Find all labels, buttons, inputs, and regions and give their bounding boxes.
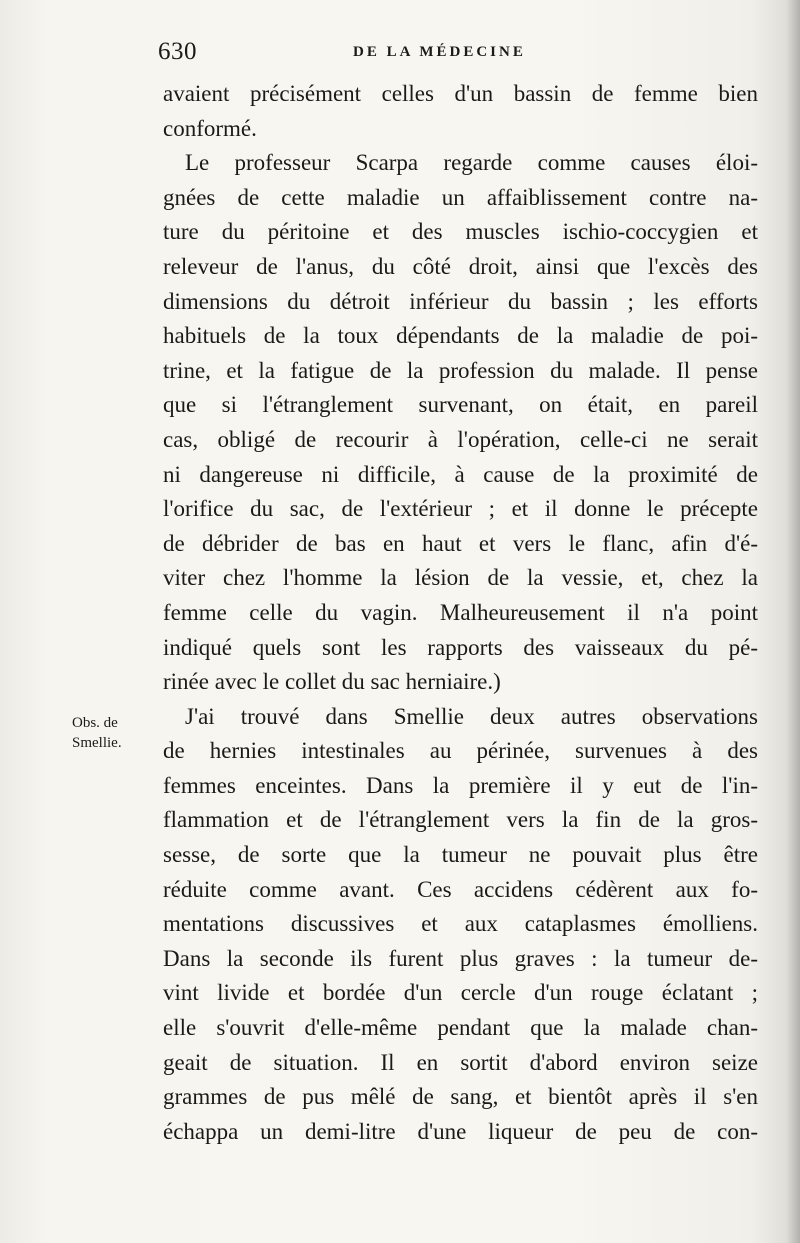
text-line: indiqué quels sont les rapports des vaisseaux du pé-	[163, 634, 758, 660]
page-header	[158, 38, 758, 68]
text-line: gnées de cette maladie un affaiblissement contre na-	[163, 184, 758, 210]
text-line: viter chez l'homme la lésion de la vessie, et, chez la	[163, 565, 758, 591]
margin-note-line-2: Smellie.	[72, 735, 122, 751]
text-line: grammes de pus mêlé de sang, et bientôt après il s'en	[163, 1084, 758, 1110]
text-line: ni dangereuse ni difficile, à cause de la proximité de	[163, 461, 758, 487]
text-line: ture du péritoine et des muscles ischio-coccygien et	[163, 219, 758, 245]
text-line: conformé.	[163, 115, 257, 141]
text-line: de débrider de bas en haut et vers le flanc, afin d'é-	[163, 530, 758, 556]
text-line: Le professeur Scarpa regarde comme causes éloi-	[185, 150, 758, 176]
running-head: DE LA MÉDECINE	[353, 44, 526, 60]
page-edge-shadow	[786, 0, 800, 1243]
text-line: trine, et la fatigue de la profession du malade. Il pense	[163, 357, 758, 383]
text-line: échappa un demi-litre d'une liqueur de peu de con-	[163, 1118, 758, 1144]
text-line: réduite comme avant. Ces accidens cédèrent aux fo-	[163, 876, 758, 902]
text-line: mentations discussives et aux cataplasmes émolliens.	[163, 911, 758, 937]
margin-note-line-1: Obs. de	[72, 715, 118, 731]
page-number: 630	[158, 38, 197, 65]
text-line: femmes enceintes. Dans la première il y eut de l'in-	[163, 772, 758, 798]
text-line: femme celle du vagin. Malheureusement il n'a point	[163, 599, 758, 625]
text-line: flammation et de l'étranglement vers la fin de la gros-	[163, 807, 758, 833]
text-line: habituels de la toux dépendants de la maladie de poi-	[163, 323, 758, 349]
margin-note	[72, 713, 152, 753]
body-text	[163, 77, 758, 1149]
text-line: que si l'étranglement survenant, on était, en pareil	[163, 392, 758, 418]
text-line: vint livide et bordée d'un cercle d'un rouge éclatant ;	[163, 980, 758, 1006]
text-line: avaient précisément celles d'un bassin de femme bien	[163, 81, 758, 106]
text-line: rinée avec le collet du sac herniaire.)	[163, 669, 501, 695]
text-line: dimensions du détroit inférieur du bassin ; les efforts	[163, 288, 758, 314]
text-line: Dans la seconde ils furent plus graves : la tumeur de-	[163, 945, 758, 971]
text-line: cas, obligé de recourir à l'opération, celle-ci ne serait	[163, 426, 758, 452]
text-line: J'ai trouvé dans Smellie deux autres observations	[185, 703, 758, 729]
text-line: sesse, de sorte que la tumeur ne pouvait plus être	[163, 842, 758, 868]
text-line: de hernies intestinales au périnée, survenues à des	[163, 738, 758, 764]
text-line: geait de situation. Il en sortit d'abord environ seize	[163, 1049, 758, 1075]
text-line: releveur de l'anus, du côté droit, ainsi que l'excès des	[163, 253, 758, 279]
text-line: l'orifice du sac, de l'extérieur ; et il donne le précepte	[163, 496, 758, 522]
text-line: elle s'ouvrit d'elle-même pendant que la malade chan-	[163, 1015, 758, 1041]
